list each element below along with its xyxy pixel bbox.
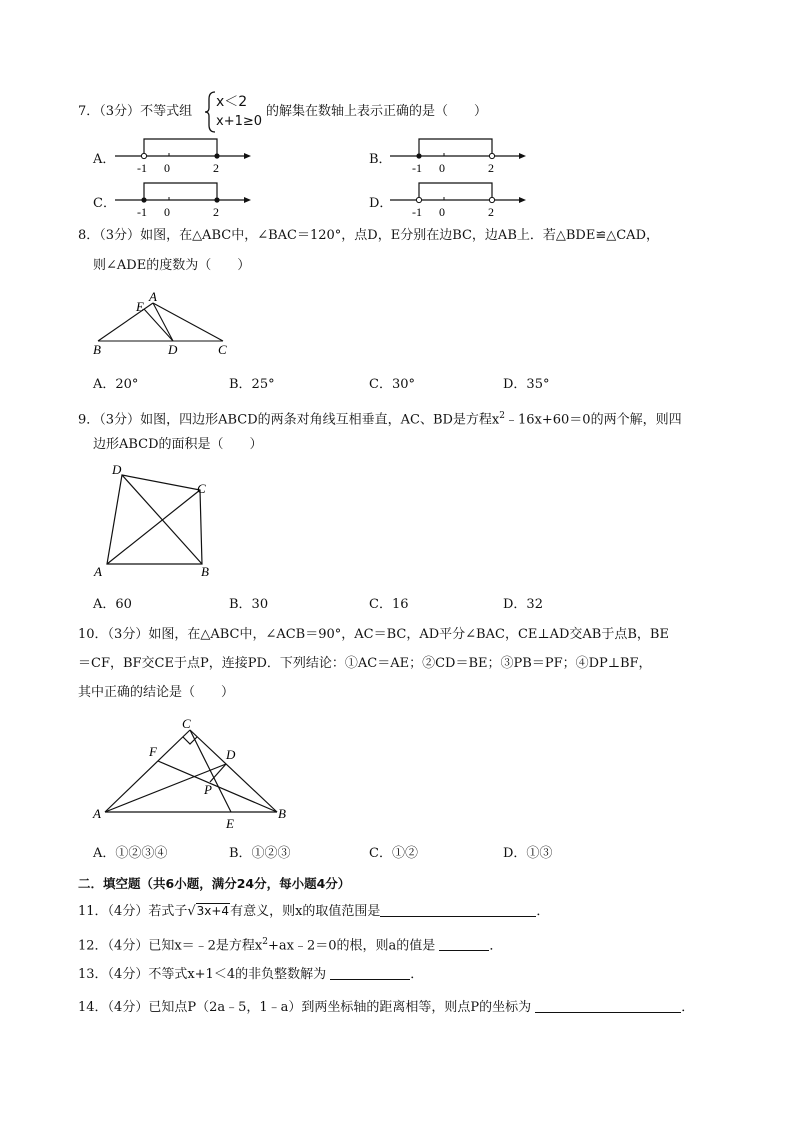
q14-line [78, 998, 694, 1017]
q9-number: 9． [78, 412, 100, 428]
tick-label: 2 [488, 161, 494, 175]
q7-option-c-numberline[interactable] [113, 180, 253, 220]
q13-answer-blank[interactable] [330, 965, 410, 980]
q13-end: ． [410, 967, 424, 982]
point-label: C [197, 481, 206, 496]
q10-score: （3分） [107, 627, 149, 642]
tick-label: -1 [412, 161, 422, 175]
q7-ineq-2: x+1≥0 [216, 114, 263, 129]
tick-label: -1 [137, 161, 147, 175]
point-label: B [93, 342, 101, 357]
point-label: E [136, 299, 144, 314]
q7-text-post: 的解集在数轴上表示正确的是（ ） [266, 104, 488, 119]
q9-option-c[interactable]: C．16 [369, 597, 409, 612]
point-label: D [226, 747, 236, 762]
q9-quadrilateral-figure [90, 462, 220, 582]
q8-text-2: 则∠ADE的度数为（ ） [93, 258, 251, 273]
q10-option-c[interactable]: C．①② [369, 846, 418, 861]
q11-line [78, 902, 549, 921]
q11-number: 11． [78, 904, 108, 919]
point-label: B [201, 564, 209, 579]
q11-radicand: 3x+4 [196, 904, 230, 918]
q10-text-1: 如图，在△ABC中，∠ACB＝90°，AC＝BC，AD平分∠BAC，CE⊥AD交AB于点B，BE [148, 627, 669, 642]
q11-end: ． [536, 904, 550, 919]
point-label: D [112, 462, 122, 477]
q10-text-2: ＝CF，BF交CE于点P，连接PD．下列结论：①AC＝AE；②CD＝BE；③PB＝PF；④DP⊥BF， [78, 656, 652, 671]
q10-number: 10． [78, 627, 108, 642]
q8-number: 8． [78, 228, 100, 243]
q11-answer-blank[interactable] [380, 902, 536, 917]
point-label: F [149, 744, 157, 759]
q7-option-c-label[interactable]: C． [93, 196, 116, 211]
q9-score: （3分） [99, 412, 141, 428]
q7-score: （3分） [99, 104, 141, 119]
q12-end: ． [489, 938, 503, 954]
q10-line-1 [78, 626, 669, 644]
q9-text-1a: 如图，四边形ABCD的两条对角线互相垂直，AC、BD是方程x [140, 412, 500, 428]
q13-text: 不等式x+1＜4的非负整数解为 [148, 967, 327, 982]
point-label: A [93, 806, 101, 821]
tick-label: 0 [164, 205, 170, 219]
tick-label: 0 [164, 161, 170, 175]
q12-superscript: 2 [262, 937, 268, 947]
q9-line-1 [78, 407, 682, 429]
q7-option-a-label[interactable]: A． [93, 152, 116, 167]
q14-answer-blank[interactable] [535, 998, 681, 1013]
q8-line-1 [78, 227, 659, 245]
q14-text: 已知点P（2a﹣5，1﹣a）到两坐标轴的距离相等，则点P的坐标为 [148, 1000, 532, 1015]
section-2-title: 二．填空题（共6小题，满分24分，每小题4分） [78, 876, 351, 891]
q10-triangle-figure [90, 712, 300, 832]
q12-text-pre: 已知x＝﹣2是方程x [148, 938, 263, 954]
q10-option-d[interactable]: D．①③ [503, 846, 553, 861]
q12-text-post: +ax﹣2＝0的根，则a的值是 [268, 938, 436, 954]
q12-line [78, 933, 502, 955]
q13-line [78, 965, 423, 984]
q12-number: 12． [78, 938, 108, 954]
q8-text-1: 如图，在△ABC中，∠BAC＝120°，点D，E分别在边BC，边AB上．若△BDE≌△CAD， [140, 228, 659, 243]
q7-option-d-label[interactable]: D． [369, 196, 393, 211]
q11-score: （4分） [107, 904, 149, 919]
q8-triangle-figure [90, 290, 240, 358]
point-label: C [182, 716, 191, 731]
point-label: P [204, 782, 212, 797]
tick-label: 2 [488, 205, 494, 219]
point-label: E [226, 816, 234, 831]
tick-label: 0 [439, 205, 445, 219]
point-label: A [149, 290, 157, 304]
q7-inequality-system [204, 90, 266, 134]
q8-score: （3分） [99, 228, 141, 243]
q9-option-a[interactable]: A．60 [93, 597, 132, 612]
q9-superscript: 2 [499, 411, 505, 421]
q9-option-b[interactable]: B．30 [229, 597, 269, 612]
q8-option-b[interactable]: B．25° [229, 377, 275, 392]
point-label: D [168, 342, 178, 357]
q10-option-a[interactable]: A．①②③④ [93, 846, 168, 861]
q11-text-post: 有意义，则x的取值范围是 [230, 904, 381, 919]
q7-option-b-numberline[interactable] [388, 136, 528, 176]
q11-text-pre: 若式子 [148, 904, 188, 919]
tick-label: 0 [439, 161, 445, 175]
tick-label: 2 [213, 161, 219, 175]
q7-option-b-label[interactable]: B． [369, 152, 392, 167]
point-label: C [218, 342, 227, 357]
q8-option-d[interactable]: D．35° [503, 377, 550, 392]
q7-text-pre: 不等式组 [140, 104, 193, 119]
q9-text-1b: ﹣16x+60＝0的两个解，则四 [505, 412, 682, 428]
q14-score: （4分） [107, 1000, 149, 1015]
q10-option-b[interactable]: B．①②③ [229, 846, 291, 861]
q7-ineq-1: x＜2 [216, 94, 248, 110]
q13-number: 13． [78, 967, 108, 982]
q7-stem [78, 103, 192, 121]
q10-text-3: 其中正确的结论是（ ） [78, 685, 235, 700]
tick-label: -1 [412, 205, 422, 219]
q8-option-a[interactable]: A．20° [93, 377, 139, 392]
point-label: B [278, 806, 286, 821]
q7-option-a-numberline[interactable] [113, 136, 253, 176]
q13-score: （4分） [107, 967, 149, 982]
q12-answer-blank[interactable] [439, 936, 489, 951]
q12-score: （4分） [107, 938, 149, 954]
q8-option-c[interactable]: C．30° [369, 377, 415, 392]
q14-number: 14． [78, 1000, 108, 1015]
sqrt-icon: √ [187, 904, 196, 919]
q9-text-2: 边形ABCD的面积是（ ） [93, 437, 263, 452]
q7-option-d-numberline[interactable] [388, 180, 528, 220]
q9-option-d[interactable]: D．32 [503, 597, 543, 612]
tick-label: -1 [137, 205, 147, 219]
q14-end: ． [681, 1000, 695, 1015]
point-label: A [94, 564, 102, 579]
tick-label: 2 [213, 205, 219, 219]
q7-number: 7． [78, 104, 100, 119]
